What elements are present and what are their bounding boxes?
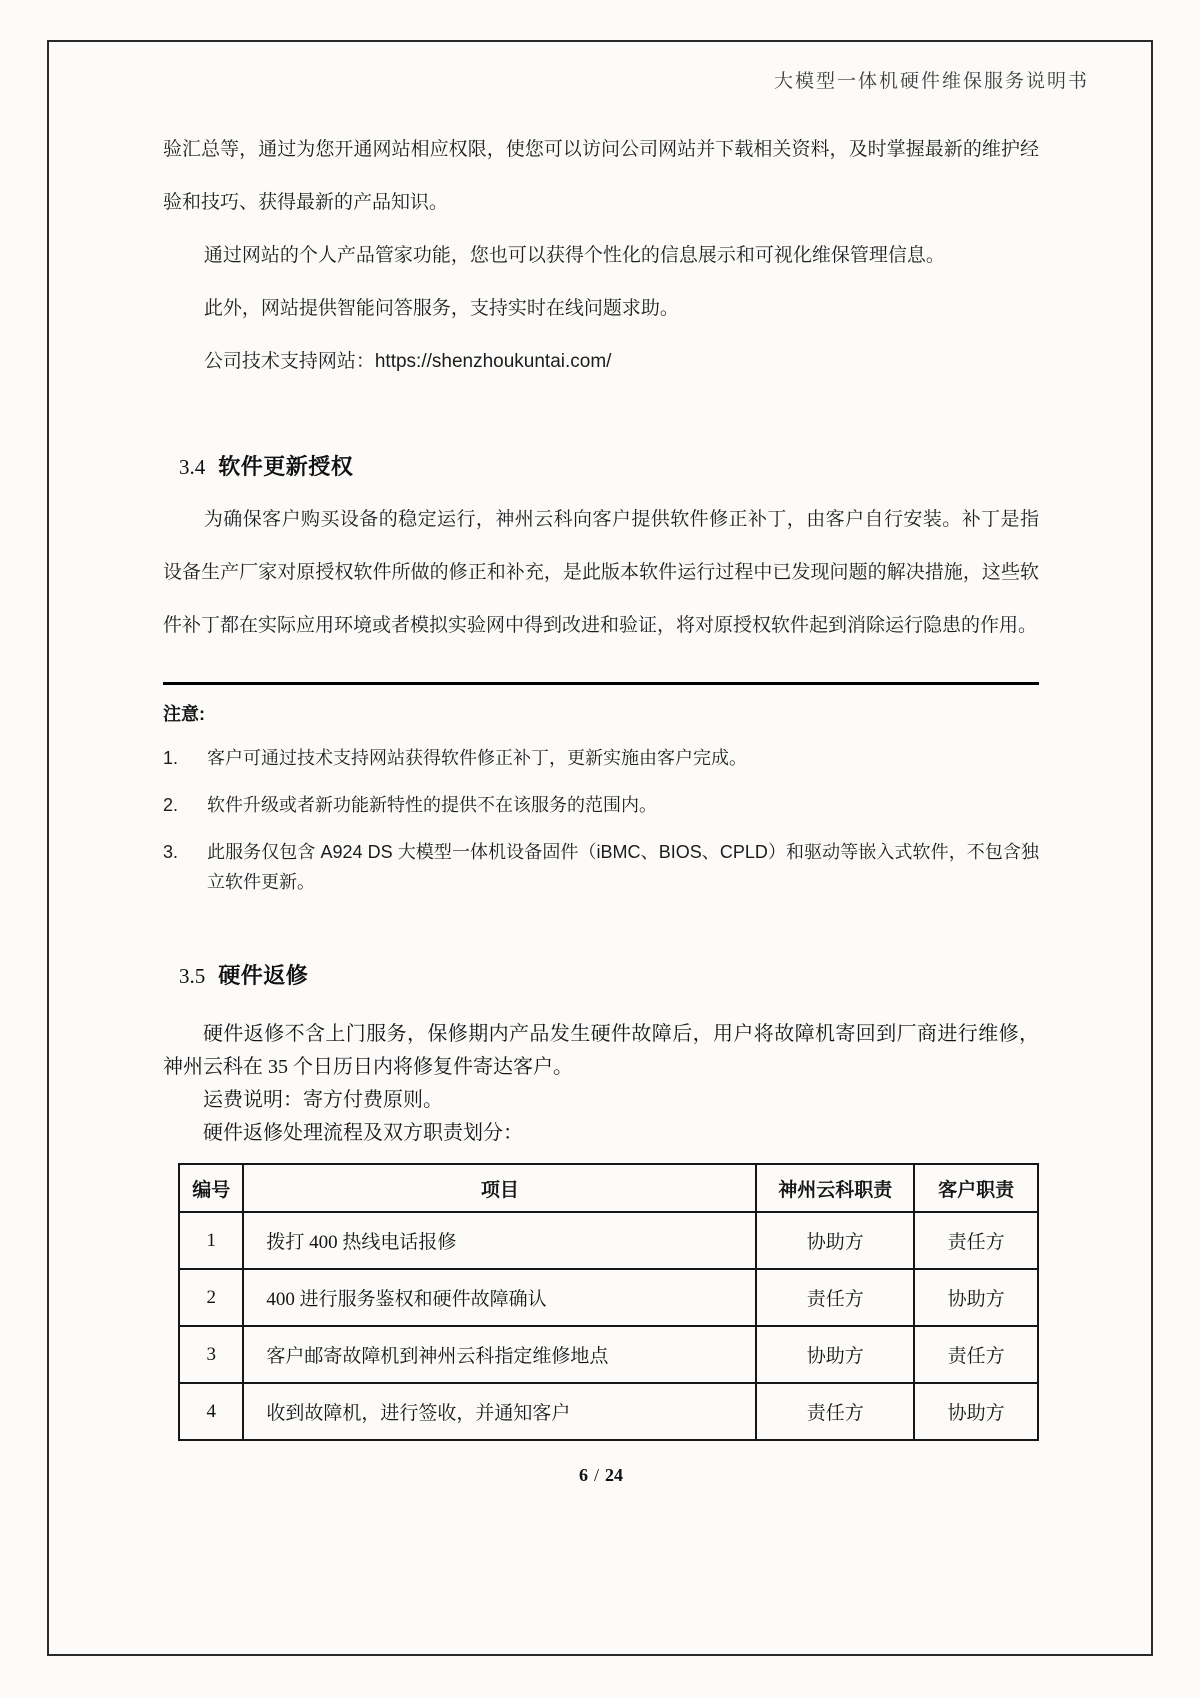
cell-item: 400 进行服务鉴权和硬件故障确认	[243, 1269, 756, 1326]
note-text: 此服务仅包含 A924 DS 大模型一体机设备固件（iBMC、BIOS、CPLD）和驱动等嵌入式软件，不包含独立软件更新。	[207, 842, 1039, 892]
section-number: 3.4	[179, 455, 206, 479]
col-header-item: 项目	[243, 1164, 756, 1212]
total-pages: 24	[605, 1465, 623, 1485]
table-intro-line: 硬件返修处理流程及双方职责划分：	[203, 1122, 523, 1144]
section-number: 3.5	[179, 964, 206, 988]
cell-item: 拨打 400 热线电话报修	[243, 1212, 756, 1269]
responsibility-table	[178, 1163, 1039, 1441]
cell-vendor-duty: 协助方	[756, 1212, 914, 1269]
table-header-row	[179, 1164, 1038, 1212]
note-number: 2.	[163, 795, 179, 815]
table-row	[179, 1383, 1038, 1440]
intro-paragraph-1: 验汇总等，通过为您开通网站相应权限，使您可以访问公司网站并下载相关资料，及时掌握最新的维护经验和技巧、获得最新的产品知识。	[163, 139, 1039, 213]
cell-customer-duty: 协助方	[914, 1269, 1038, 1326]
note-item-3	[163, 837, 1039, 897]
cell-customer-duty: 责任方	[914, 1326, 1038, 1383]
cell-number: 3	[179, 1326, 243, 1383]
note-number: 1.	[163, 748, 179, 768]
page-header-title: 大模型一体机硬件维保服务说明书	[773, 71, 1089, 92]
note-number: 3.	[163, 842, 179, 862]
cell-item: 客户邮寄故障机到神州云科指定维修地点	[243, 1326, 756, 1383]
page-border-frame	[47, 40, 1153, 1656]
section-3-5-paragraph-1: 硬件返修不含上门服务，保修期内产品发生硬件故障后，用户将故障机寄回到厂商进行维修，神州云科在 35 个日历日内将修复件寄达客户。	[163, 1023, 1039, 1078]
section-heading-3-4	[179, 450, 1039, 481]
page-content	[49, 123, 1151, 1486]
col-header-vendor-duty: 神州云科职责	[756, 1164, 914, 1212]
cell-number: 2	[179, 1269, 243, 1326]
table-row	[179, 1326, 1038, 1383]
support-website-url: https://shenzhoukuntai.com/	[374, 351, 612, 372]
section-3-4-body: 为确保客户购买设备的稳定运行，神州云科向客户提供软件修正补丁，由客户自行安装。补丁是指设备生产厂家对原授权软件所做的修正和补充，是此版本软件运行过程中已发现问题的解决措施，这些软件补丁都在实际应用环境或者模拟实验网中得到改进和验证，将对原授权软件起到消除运行隐患的作用。	[163, 509, 1039, 636]
table-row	[179, 1269, 1038, 1326]
intro-paragraph-3: 此外，网站提供智能问答服务，支持实时在线问题求助。	[203, 298, 679, 319]
cell-vendor-duty: 责任方	[756, 1383, 914, 1440]
cell-vendor-duty: 协助方	[756, 1326, 914, 1383]
cell-number: 1	[179, 1212, 243, 1269]
cell-number: 4	[179, 1383, 243, 1440]
section-heading-3-5	[179, 959, 1039, 990]
current-page-number: 6	[578, 1465, 588, 1485]
note-item-2	[163, 790, 1039, 820]
support-website-label: 公司技术支持网站：	[203, 351, 375, 372]
section-title: 硬件返修	[218, 963, 309, 988]
page-separator: /	[593, 1465, 599, 1485]
cell-vendor-duty: 责任方	[756, 1269, 914, 1326]
cell-customer-duty: 协助方	[914, 1383, 1038, 1440]
page-footer	[163, 1465, 1039, 1486]
section-title: 软件更新授权	[218, 454, 354, 479]
shipping-note-line: 运费说明：寄方付费原则。	[203, 1089, 443, 1111]
intro-paragraph-2: 通过网站的个人产品管家功能，您也可以获得个性化的信息展示和可视化维保管理信息。	[203, 245, 945, 266]
cell-item: 收到故障机，进行签收，并通知客户	[243, 1383, 756, 1440]
note-text: 软件升级或者新功能新特性的提供不在该服务的范围内。	[207, 795, 657, 815]
col-header-number: 编号	[179, 1164, 243, 1212]
cell-customer-duty: 责任方	[914, 1212, 1038, 1269]
note-text: 客户可通过技术支持网站获得软件修正补丁，更新实施由客户完成。	[207, 748, 747, 768]
note-item-1	[163, 743, 1039, 773]
note-divider	[163, 682, 1039, 685]
note-label: 注意:	[163, 704, 205, 724]
table-row	[179, 1212, 1038, 1269]
support-website-line	[163, 335, 1039, 388]
col-header-customer-duty: 客户职责	[914, 1164, 1038, 1212]
